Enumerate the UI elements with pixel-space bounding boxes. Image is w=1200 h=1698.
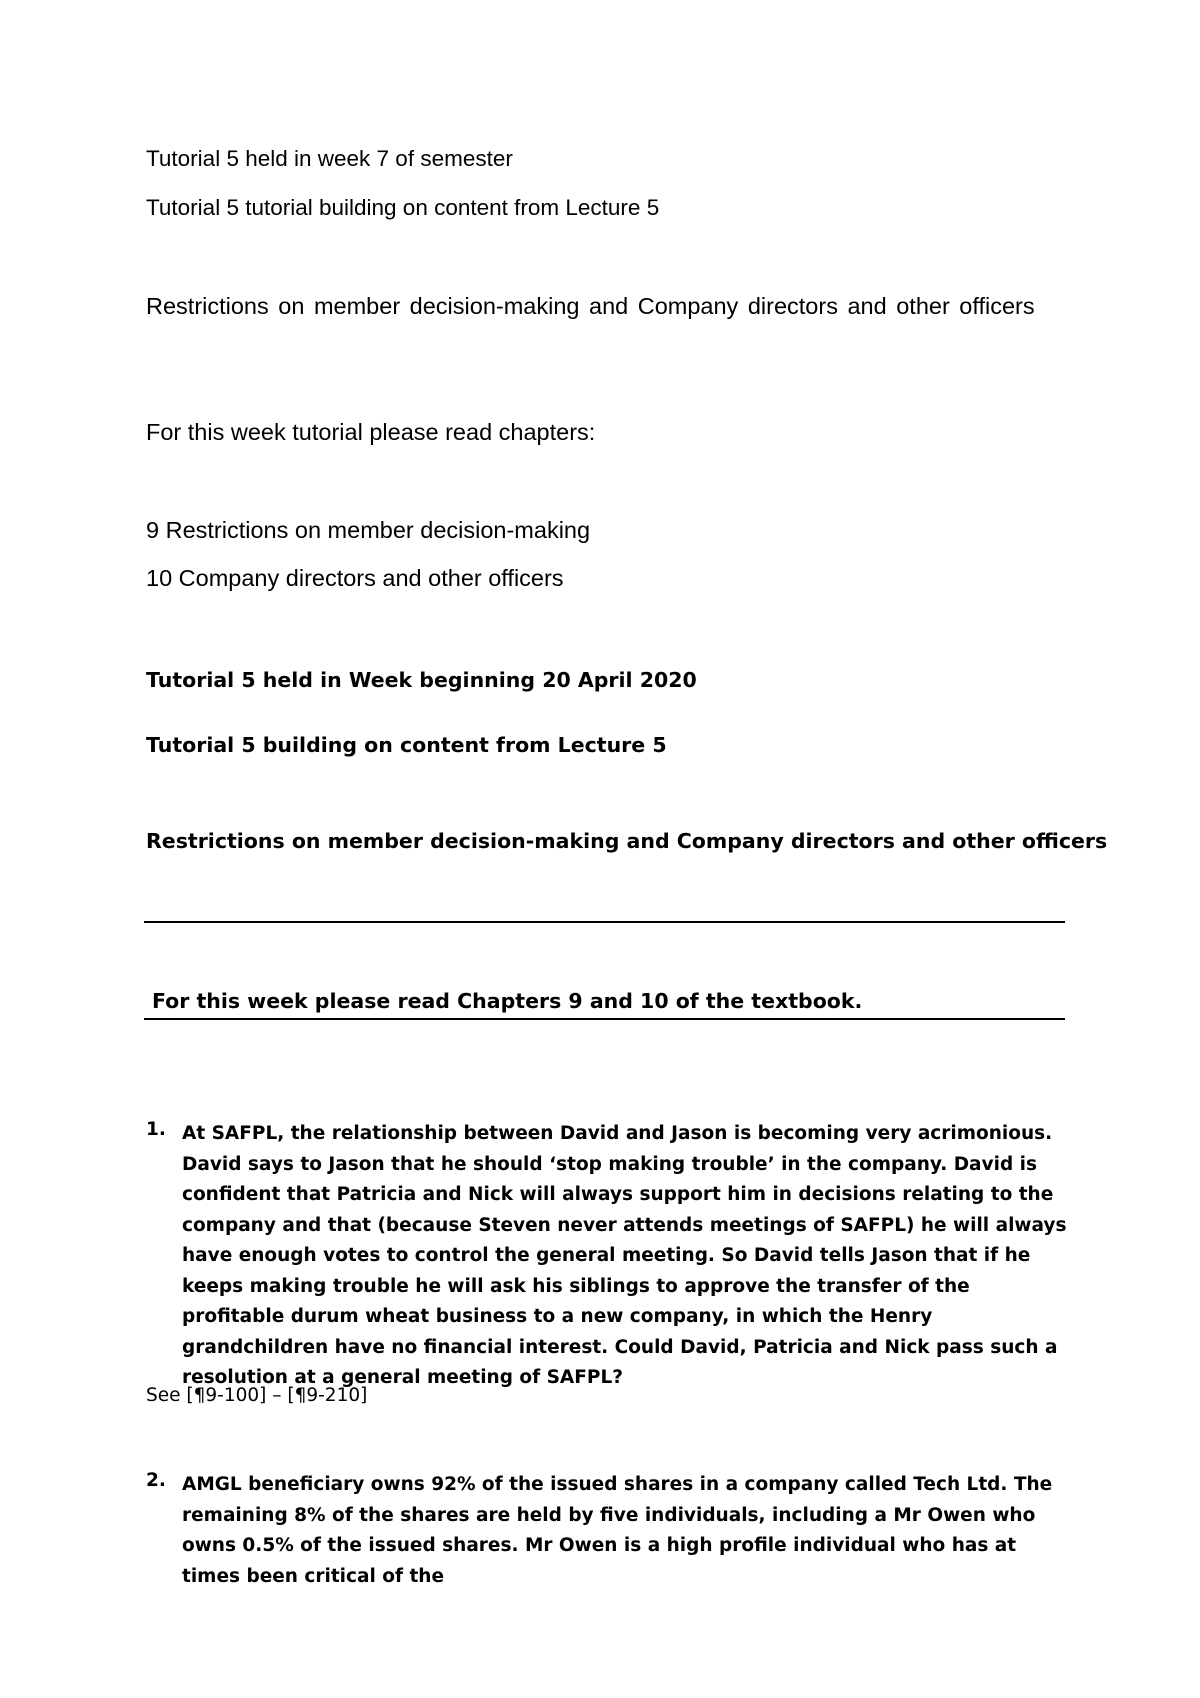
tutorial-topic: Restrictions on member decision-making and Company directors and other officers bbox=[146, 293, 1035, 319]
question-text: AMGL beneficiary owns 92% of the issued shares in a company called Tech Ltd. The remaining 8% of the shares are held by five individuals, including a Mr Owen who owns 0.5% of the issued shares. Mr Owen is a high profile individual who has at times been critical of the bbox=[182, 1474, 1053, 1587]
question-number: 1. bbox=[146, 1119, 166, 1140]
question-text: At SAFPL, the relationship between David and Jason is becoming very acrimonious. David says to Jason that he should ‘stop making trouble’ in the company. David is confident that Patricia and Nick will always support him in decisions relating to the company and that (because Steven never attends meetings of SAFPL) he will always have enough votes to control the general meeting. So David tells Jason that if he keeps making trouble he will ask his siblings to approve the transfer of the profitable durum wheat business to a new company, in which the Henry grandchildren have no financial interest. Could David, Patricia and Nick pass such a resolution at a general meeting of SAFPL? bbox=[182, 1123, 1067, 1388]
question-number: 2. bbox=[146, 1470, 166, 1491]
chapter-9-item: 9 Restrictions on member decision-making bbox=[146, 517, 591, 543]
tutorial-lecture-line: Tutorial 5 tutorial building on content from Lecture 5 bbox=[146, 195, 660, 220]
question-1-reference: See [¶9-100] – [¶9-210] bbox=[146, 1385, 368, 1406]
tutorial-week-line: Tutorial 5 held in week 7 of semester bbox=[146, 146, 513, 171]
tutorial-lecture-line-2: Tutorial 5 building on content from Lecture 5 bbox=[146, 733, 667, 757]
tutorial-topic-2: Restrictions on member decision-making and Company directors and other officers bbox=[146, 829, 1108, 853]
reading-instruction: For this week please read Chapters 9 and 10 of the textbook. bbox=[152, 989, 863, 1013]
tutorial-date-line: Tutorial 5 held in Week beginning 20 April 2020 bbox=[146, 668, 697, 692]
divider-bottom bbox=[144, 1018, 1065, 1020]
divider-top bbox=[144, 921, 1065, 923]
chapter-10-item: 10 Company directors and other officers bbox=[146, 565, 564, 591]
reading-intro: For this week tutorial please read chapters: bbox=[146, 419, 596, 445]
